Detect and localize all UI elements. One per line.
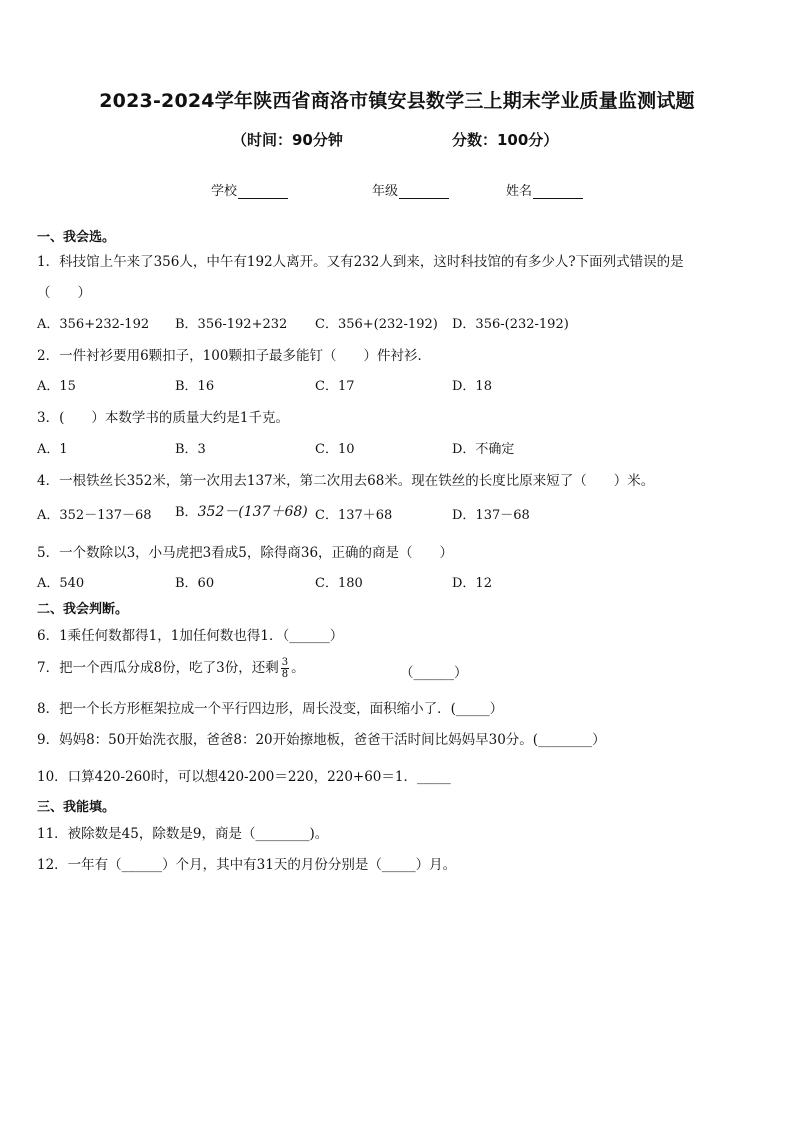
school-blank[interactable] — [238, 185, 288, 199]
exam-score: 分数：100分） — [452, 131, 559, 149]
q5-option-b[interactable]: B．60 — [175, 576, 215, 591]
section-heading: 二、我会判断。 — [37, 602, 129, 617]
question-2: 2．一件衬衫要用6颗扣子，100颗扣子最多能钉（ ）件衬衫． — [37, 348, 431, 364]
fraction — [281, 657, 289, 680]
q1-option-a[interactable]: A．356+232-192 — [37, 317, 150, 332]
q1-option-b[interactable]: B．356-192+232 — [175, 317, 288, 332]
q3-option-d[interactable]: D．不确定 — [452, 442, 515, 457]
q1-option-c[interactable]: C．356+(232-192) — [315, 317, 438, 332]
question-1-paren: （ ） — [37, 285, 91, 301]
name-blank[interactable] — [533, 185, 583, 199]
grade-label: 年级 — [372, 184, 399, 199]
q4-option-b-expression: 352－(137＋68) — [197, 504, 308, 520]
section-heading: 三、我能填。 — [37, 800, 116, 815]
question-11: 11．被除数是45，除数是9，商是（________)。 — [37, 826, 329, 842]
question-9: 9．妈妈8：50开始洗衣服，爸爸8：20开始擦地板，爸爸干活时间比妈妈早30分。(________） — [37, 732, 606, 748]
grade-field[interactable] — [372, 180, 449, 199]
fraction-numerator: 3 — [281, 657, 289, 668]
fraction-denominator: 8 — [281, 669, 289, 680]
q3-option-b[interactable]: B．3 — [175, 442, 206, 457]
q5-option-c[interactable]: C．180 — [315, 576, 363, 591]
question-7-blank[interactable]: （______） — [400, 665, 468, 681]
question-12: 12．一年有（______）个月，其中有31天的月份分别是（_____）月。 — [37, 857, 457, 873]
q1-option-d[interactable]: D．356-(232-192) — [452, 317, 569, 332]
q4-option-b[interactable] — [175, 501, 308, 521]
q2-option-d[interactable]: D．18 — [452, 379, 492, 394]
exam-time: （时间：90分钟 — [232, 131, 343, 149]
question-1: 1．科技馆上午来了356人，中午有192人离开。又有232人到来，这时科技馆的有多少人?下面列式错误的是 — [37, 254, 684, 270]
q4-option-a[interactable]: A．352－137－68 — [37, 508, 152, 523]
name-label: 姓名 — [506, 184, 533, 199]
q3-option-c[interactable]: C．10 — [315, 442, 355, 457]
q2-option-c[interactable]: C．17 — [315, 379, 355, 394]
q2-option-b[interactable]: B．16 — [175, 379, 215, 394]
question-7 — [37, 656, 305, 680]
q4-option-c[interactable]: C．137＋68 — [315, 508, 393, 523]
school-label: 学校 — [211, 184, 238, 199]
question-10: 10．口算420-260时，可以想420-200＝220，220+60＝1．_____ — [37, 769, 451, 785]
q2-option-a[interactable]: A．15 — [37, 379, 76, 394]
q5-option-d[interactable]: D．12 — [452, 576, 492, 591]
question-6: 6．1乘任何数都得1，1加任何数也得1．（______） — [37, 628, 344, 644]
q5-option-a[interactable]: A．540 — [37, 576, 85, 591]
page-title: 2023-2024学年陕西省商洛市镇安县数学三上期末学业质量监测试题 — [99, 90, 695, 112]
q4-option-b-prefix: B． — [175, 505, 198, 520]
question-8: 8．把一个长方形框架拉成一个平行四边形，周长没变，面积缩小了．(_____） — [37, 701, 504, 717]
school-field[interactable] — [211, 180, 288, 199]
question-3: 3．( ）本数学书的质量大约是1千克。 — [37, 410, 289, 426]
q3-option-a[interactable]: A．1 — [37, 442, 68, 457]
section-heading: 一、我会选。 — [37, 230, 116, 245]
name-field[interactable] — [506, 180, 583, 199]
question-7-text: 7．把一个西瓜分成8份，吃了3份，还剩 — [37, 660, 279, 676]
question-4: 4．一根铁丝长352米，第一次用去137米，第二次用去68米。现在铁丝的长度比原来短了（ ）米。 — [37, 473, 655, 489]
q4-option-d[interactable]: D．137－68 — [452, 508, 530, 523]
question-5: 5．一个数除以3，小马虎把3看成5，除得商36，正确的商是（ ） — [37, 545, 454, 561]
grade-blank[interactable] — [399, 185, 449, 199]
question-7-text-end: 。 — [291, 660, 305, 676]
